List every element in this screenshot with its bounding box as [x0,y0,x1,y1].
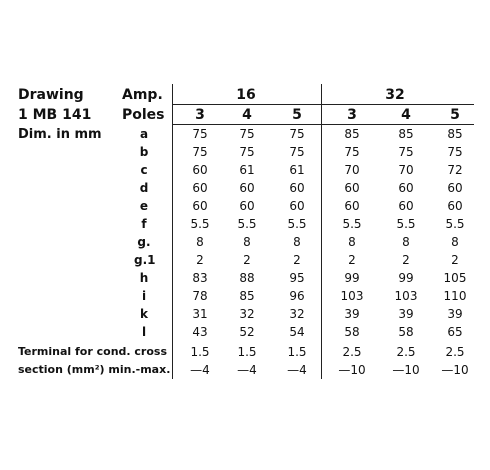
table-cell: 60 [192,199,208,213]
table-cell: 1.5 [287,345,307,359]
table-cell: —10 [392,363,420,377]
amp-32-header: 32 [385,87,405,103]
table-cell: 60 [447,199,463,213]
table-cell: 43 [192,325,208,339]
table-cell: 8 [348,235,356,249]
row-label: g.1 [134,253,156,267]
table-cell: 75 [447,145,463,159]
table-cell: 78 [192,289,208,303]
row-label: b [139,145,149,159]
table-cell: 60 [398,181,414,195]
row-label: l [141,325,147,339]
row-label: h [139,271,149,285]
table-cell: 103 [394,289,418,303]
row-label: c [140,163,148,177]
table-cell: 83 [192,271,208,285]
drawing-number: 1 MB 141 [18,107,92,123]
table-cell: 2 [293,253,301,267]
table-cell: 1.5 [237,345,257,359]
table-cell: 39 [398,307,414,321]
table-cell: 99 [344,271,360,285]
table-cell: 75 [398,145,414,159]
table-cell: 60 [344,199,360,213]
poles-label: Poles [122,107,165,123]
table-cell: 2.5 [396,345,416,359]
pole-header: 4 [401,107,411,123]
table-cell: 75 [192,145,208,159]
table-cell: 75 [289,127,305,141]
dim-label: Dim. in mm [18,127,102,142]
table-cell: 2.5 [445,345,465,359]
table-cell: 52 [239,325,255,339]
table-cell: 75 [192,127,208,141]
table-cell: —10 [441,363,469,377]
table-cell: 70 [344,163,360,177]
table-cell: 8 [451,235,459,249]
pole-header: 4 [242,107,252,123]
table-cell: 32 [289,307,305,321]
table-cell: —4 [190,363,210,377]
table-cell: 75 [344,145,360,159]
amp-label: Amp. [122,87,163,103]
table-cell: 103 [340,289,364,303]
table-cell: 2.5 [342,345,362,359]
table-cell: 61 [289,163,305,177]
table-cell: 60 [447,181,463,195]
table-cell: 75 [239,127,255,141]
table-cell: 85 [447,127,463,141]
table-cell: —4 [287,363,307,377]
pole-header: 3 [195,107,205,123]
row-label: f [141,217,147,231]
table-cell: 72 [447,163,463,177]
table-cell: 85 [344,127,360,141]
table-cell: 58 [398,325,414,339]
table-cell: 5.5 [237,217,257,231]
table-cell: 61 [239,163,255,177]
table-cell: 110 [443,289,467,303]
table-cell: 60 [192,181,208,195]
row-label: d [139,181,149,195]
column-divider-left [172,84,173,379]
table-cell: 5.5 [287,217,307,231]
table-cell: 60 [192,163,208,177]
table-cell: 39 [344,307,360,321]
table-cell: 2 [451,253,459,267]
table-cell: 58 [344,325,360,339]
table-cell: 32 [239,307,255,321]
table-cell: 85 [398,127,414,141]
pole-header: 5 [450,107,460,123]
table-cell: 105 [443,271,467,285]
header-rule-bottom [172,124,474,125]
table-cell: —10 [338,363,366,377]
pole-header: 5 [292,107,302,123]
table-cell: 75 [239,145,255,159]
table-cell: 60 [344,181,360,195]
table-cell: 60 [289,199,305,213]
table-cell: 5.5 [396,217,416,231]
table-cell: 1.5 [190,345,210,359]
row-label: a [139,127,149,141]
table-cell: 5.5 [342,217,362,231]
terminal-label-line2: section (mm²) min.-max. [18,363,171,376]
table-cell: 5.5 [445,217,465,231]
drawing-label: Drawing [18,87,84,103]
table-cell: 96 [289,289,305,303]
row-label: k [140,307,148,321]
row-label: i [141,289,147,303]
table-cell: 2 [348,253,356,267]
table-cell: 99 [398,271,414,285]
pole-header: 3 [347,107,357,123]
table-cell: 2 [196,253,204,267]
table-cell: 54 [289,325,305,339]
table-cell: 88 [239,271,255,285]
table-cell: 60 [289,181,305,195]
table-cell: 39 [447,307,463,321]
row-label: e [139,199,149,213]
table-cell: 60 [398,199,414,213]
table-cell: 31 [192,307,208,321]
table-cell: 8 [243,235,251,249]
table-cell: 8 [196,235,204,249]
table-cell: 85 [239,289,255,303]
table-cell: 8 [293,235,301,249]
table-cell: 60 [239,199,255,213]
terminal-label-line1: Terminal for cond. cross [18,345,167,358]
table-cell: —4 [237,363,257,377]
table-cell: 5.5 [190,217,210,231]
table-cell: 65 [447,325,463,339]
table-cell: 2 [402,253,410,267]
header-rule-top [172,104,474,105]
table-cell: 75 [289,145,305,159]
table-cell: 8 [402,235,410,249]
table-cell: 70 [398,163,414,177]
column-divider-middle [321,84,322,379]
table-cell: 95 [289,271,305,285]
amp-16-header: 16 [236,87,256,103]
row-label: g. [137,235,151,249]
table-cell: 2 [243,253,251,267]
table-cell: 60 [239,181,255,195]
